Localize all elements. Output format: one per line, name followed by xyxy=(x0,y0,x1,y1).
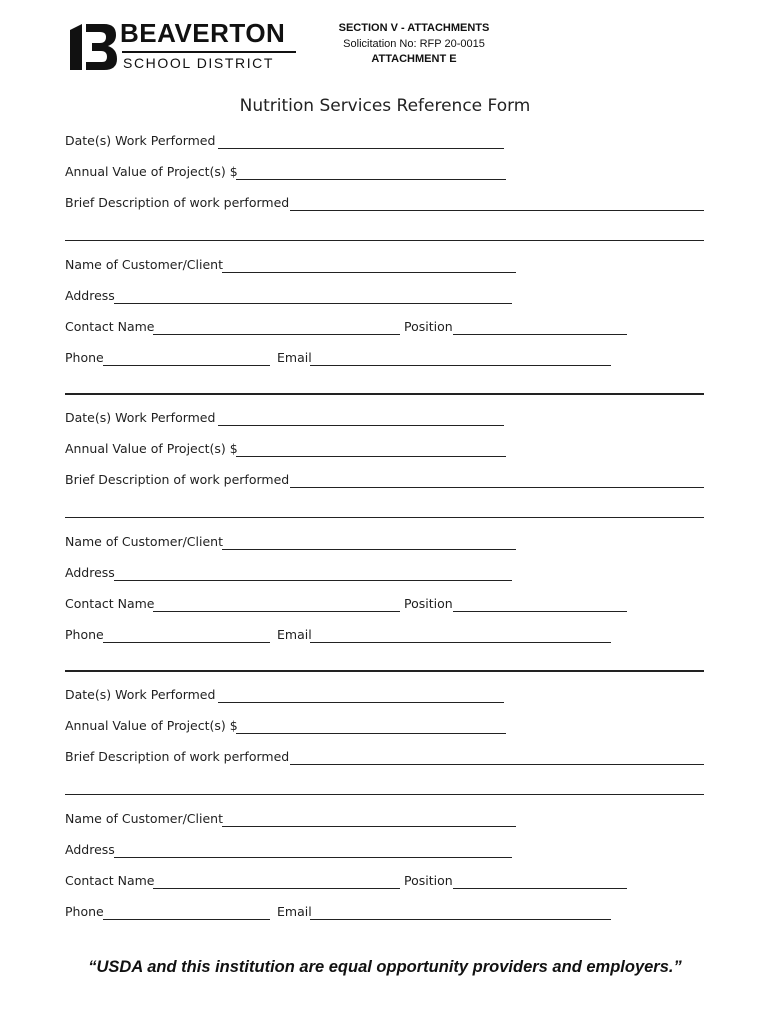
annual-value-label: Annual Value of Project(s) $ xyxy=(65,164,238,179)
address-label: Address xyxy=(65,288,115,303)
brief-description-continuation-field[interactable] xyxy=(65,240,704,241)
customer-field[interactable] xyxy=(222,549,516,550)
address-row xyxy=(65,288,705,306)
phone-field[interactable] xyxy=(103,365,270,366)
equal-opportunity-statement: “USDA and this institution are equal opportunity providers and employers.” xyxy=(88,958,682,976)
customer-row xyxy=(65,257,705,275)
annual-value-row xyxy=(65,441,705,459)
customer-label: Name of Customer/Client xyxy=(65,534,223,549)
dates-field[interactable] xyxy=(218,148,504,149)
dates-label: Date(s) Work Performed xyxy=(65,133,216,148)
address-field[interactable] xyxy=(114,857,512,858)
brief-description-field[interactable] xyxy=(290,487,704,488)
phone-field[interactable] xyxy=(103,919,270,920)
solicitation-number: Solicitation No: RFP 20-0015 xyxy=(343,38,485,50)
brief-description-label: Brief Description of work performed xyxy=(65,195,290,210)
address-row xyxy=(65,565,705,583)
contact-name-field[interactable] xyxy=(153,888,400,889)
customer-row xyxy=(65,811,705,829)
contact-row xyxy=(65,596,705,614)
brief-description-label: Brief Description of work performed xyxy=(65,749,290,764)
dates-label: Date(s) Work Performed xyxy=(65,410,216,425)
email-label: Email xyxy=(277,904,312,919)
position-field[interactable] xyxy=(453,334,627,335)
contact-name-label: Contact Name xyxy=(65,873,155,888)
dates-field[interactable] xyxy=(218,425,504,426)
section-divider xyxy=(65,393,704,395)
brief-description-continuation-field[interactable] xyxy=(65,517,704,518)
email-label: Email xyxy=(277,350,312,365)
address-label: Address xyxy=(65,565,115,580)
position-label: Position xyxy=(404,319,453,334)
position-label: Position xyxy=(404,596,453,611)
address-label: Address xyxy=(65,842,115,857)
position-field[interactable] xyxy=(453,611,627,612)
phone-label: Phone xyxy=(65,904,104,919)
email-label: Email xyxy=(277,627,312,642)
page-title: Nutrition Services Reference Form xyxy=(239,96,531,116)
annual-value-row xyxy=(65,164,705,182)
phone-label: Phone xyxy=(65,350,104,365)
dates-row xyxy=(65,133,705,151)
brief-description-continuation-field[interactable] xyxy=(65,794,704,795)
district-logo xyxy=(68,20,300,76)
beaverton-b-logo-icon xyxy=(68,22,118,72)
annual-value-field[interactable] xyxy=(236,456,506,457)
email-field[interactable] xyxy=(310,365,611,366)
dates-row xyxy=(65,687,705,705)
dates-row xyxy=(65,410,705,428)
phone-email-row xyxy=(65,350,705,368)
address-field[interactable] xyxy=(114,580,512,581)
brief-description-field[interactable] xyxy=(290,210,704,211)
logo-subtitle: SCHOOL DISTRICT xyxy=(123,55,275,71)
customer-field[interactable] xyxy=(222,826,516,827)
customer-row xyxy=(65,534,705,552)
email-field[interactable] xyxy=(310,642,611,643)
address-row xyxy=(65,842,705,860)
contact-name-label: Contact Name xyxy=(65,319,155,334)
brief-description-label: Brief Description of work performed xyxy=(65,472,290,487)
phone-label: Phone xyxy=(65,627,104,642)
logo-name: BEAVERTON xyxy=(120,18,286,48)
annual-value-row xyxy=(65,718,705,736)
address-field[interactable] xyxy=(114,303,512,304)
annual-value-label: Annual Value of Project(s) $ xyxy=(65,441,238,456)
phone-email-row xyxy=(65,627,705,645)
dates-field[interactable] xyxy=(218,702,504,703)
annual-value-field[interactable] xyxy=(236,179,506,180)
customer-label: Name of Customer/Client xyxy=(65,811,223,826)
contact-name-field[interactable] xyxy=(153,334,400,335)
logo-rule xyxy=(122,51,296,53)
annual-value-label: Annual Value of Project(s) $ xyxy=(65,718,238,733)
brief-description-field[interactable] xyxy=(290,764,704,765)
dates-label: Date(s) Work Performed xyxy=(65,687,216,702)
section-divider xyxy=(65,670,704,672)
brief-description-row xyxy=(65,749,705,767)
customer-field[interactable] xyxy=(222,272,516,273)
brief-description-row xyxy=(65,472,705,490)
contact-name-label: Contact Name xyxy=(65,596,155,611)
annual-value-field[interactable] xyxy=(236,733,506,734)
customer-label: Name of Customer/Client xyxy=(65,257,223,272)
email-field[interactable] xyxy=(310,919,611,920)
section-heading: SECTION V - ATTACHMENTS xyxy=(338,22,490,34)
contact-name-field[interactable] xyxy=(153,611,400,612)
position-field[interactable] xyxy=(453,888,627,889)
position-label: Position xyxy=(404,873,453,888)
attachment-label: ATTACHMENT E xyxy=(371,53,457,65)
brief-description-row xyxy=(65,195,705,213)
contact-row xyxy=(65,319,705,337)
phone-field[interactable] xyxy=(103,642,270,643)
phone-email-row xyxy=(65,904,705,922)
contact-row xyxy=(65,873,705,891)
